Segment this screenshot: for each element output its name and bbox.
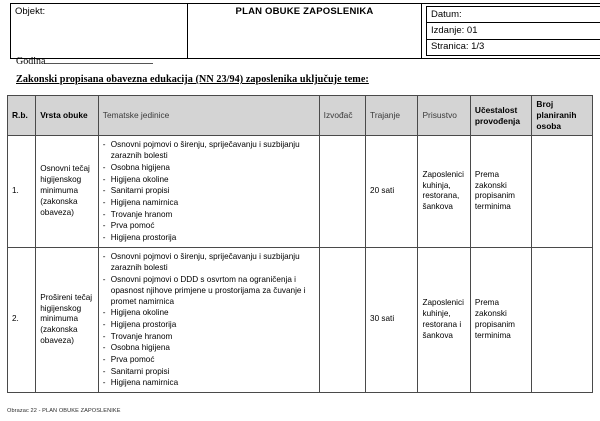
column-header-izvodac: Izvođač — [319, 96, 365, 136]
cell-broj-osoba — [532, 136, 593, 247]
topic-item: - Sanitarni propisi — [103, 366, 315, 377]
cell-prisustvo: Zaposlenici kuhinje, restorana i šankova — [418, 247, 470, 392]
cell-tematske-jedinice — [98, 136, 319, 247]
topics-list — [103, 251, 315, 389]
cell-ucestalost: Prema zakonski propisanim terminima — [470, 247, 532, 392]
topic-item: - Higijena namirnica — [103, 197, 315, 208]
godina-blank-line[interactable] — [45, 54, 153, 64]
document-title-cell — [188, 4, 422, 59]
topic-item: - Higijena prostorija — [103, 232, 315, 243]
topic-item: - Higijena okoline — [103, 174, 315, 185]
cell-rb: 1. — [8, 136, 36, 247]
table-row — [8, 136, 593, 247]
legal-heading: Zakonski propisana obavezna edukacija (NN 23/94) zaposlenika uključuje teme: — [16, 74, 369, 85]
column-header-broj-osoba: Broj planiranih osoba — [532, 96, 593, 136]
topic-item: - Osnovni pojmovi o širenju, spriječavanju i suzbijanju zaraznih bolesti — [103, 251, 315, 273]
column-header-tematske-jedinice: Tematske jedinice — [98, 96, 319, 136]
cell-broj-osoba — [532, 247, 593, 392]
document-meta-table — [426, 6, 600, 56]
cell-trajanje: 20 sati — [366, 136, 418, 247]
meta-izdanje: Izdanje: 01 — [427, 23, 600, 39]
topic-item: - Higijena namirnica — [103, 377, 315, 388]
topic-item: - Osnovni pojmovi o DDD s osvrtom na ograničenja i opasnost njihove primjene u prostorijama za čuvanje i promet namirnica — [103, 274, 315, 307]
godina-label: Godina — [16, 56, 46, 67]
topic-item: - Sanitarni propisi — [103, 185, 315, 196]
meta-stranica: Stranica: 1/3 — [427, 39, 600, 55]
cell-izvodac — [319, 247, 365, 392]
cell-trajanje: 30 sati — [366, 247, 418, 392]
table-row — [8, 247, 593, 392]
table-header-row — [8, 96, 593, 136]
cell-vrsta-obuke: Osnovni tečaj higijenskog minimuma (zakonska obaveza) — [36, 136, 99, 247]
document-footer: Obrazac 22 - PLAN OBUKE ZAPOSLENIKE — [7, 408, 121, 414]
meta-datum: Datum: — [427, 7, 600, 23]
column-header-ucestalost: Učestalost provođenja — [470, 96, 532, 136]
topics-list — [103, 139, 315, 243]
topic-item: - Trovanje hranom — [103, 331, 315, 342]
document-header-table — [10, 3, 600, 59]
objekt-label: Objekt: — [15, 6, 46, 17]
cell-tematske-jedinice — [98, 247, 319, 392]
cell-rb: 2. — [8, 247, 36, 392]
cell-prisustvo: Zaposlenici kuhinja, restorana, šankova — [418, 136, 470, 247]
cell-ucestalost: Prema zakonski propisanim terminima — [470, 136, 532, 247]
topic-item: - Osobna higijena — [103, 162, 315, 173]
column-header-trajanje: Trajanje — [366, 96, 418, 136]
topic-item: - Higijena okoline — [103, 307, 315, 318]
objekt-cell — [11, 4, 188, 59]
godina-field — [16, 54, 153, 67]
topic-item: - Osobna higijena — [103, 342, 315, 353]
topic-item: - Prva pomoć — [103, 220, 315, 231]
page-title: PLAN OBUKE ZAPOSLENIKA — [235, 6, 374, 17]
column-header-rb: R.b. — [8, 96, 36, 136]
column-header-prisustvo: Prisustvo — [418, 96, 470, 136]
topic-item: - Higijena prostorija — [103, 319, 315, 330]
column-header-vrsta-obuke: Vrsta obuke — [36, 96, 99, 136]
document-meta-cell — [422, 4, 600, 59]
topic-item: - Prva pomoć — [103, 354, 315, 365]
cell-vrsta-obuke: Prošireni tečaj higijenskog minimuma (zakonska obaveza) — [36, 247, 99, 392]
topic-item: - Trovanje hranom — [103, 209, 315, 220]
training-plan-table — [7, 95, 593, 393]
topic-item: - Osnovni pojmovi o širenju, spriječavanju i suzbijanju zaraznih bolesti — [103, 139, 315, 161]
cell-izvodac — [319, 136, 365, 247]
